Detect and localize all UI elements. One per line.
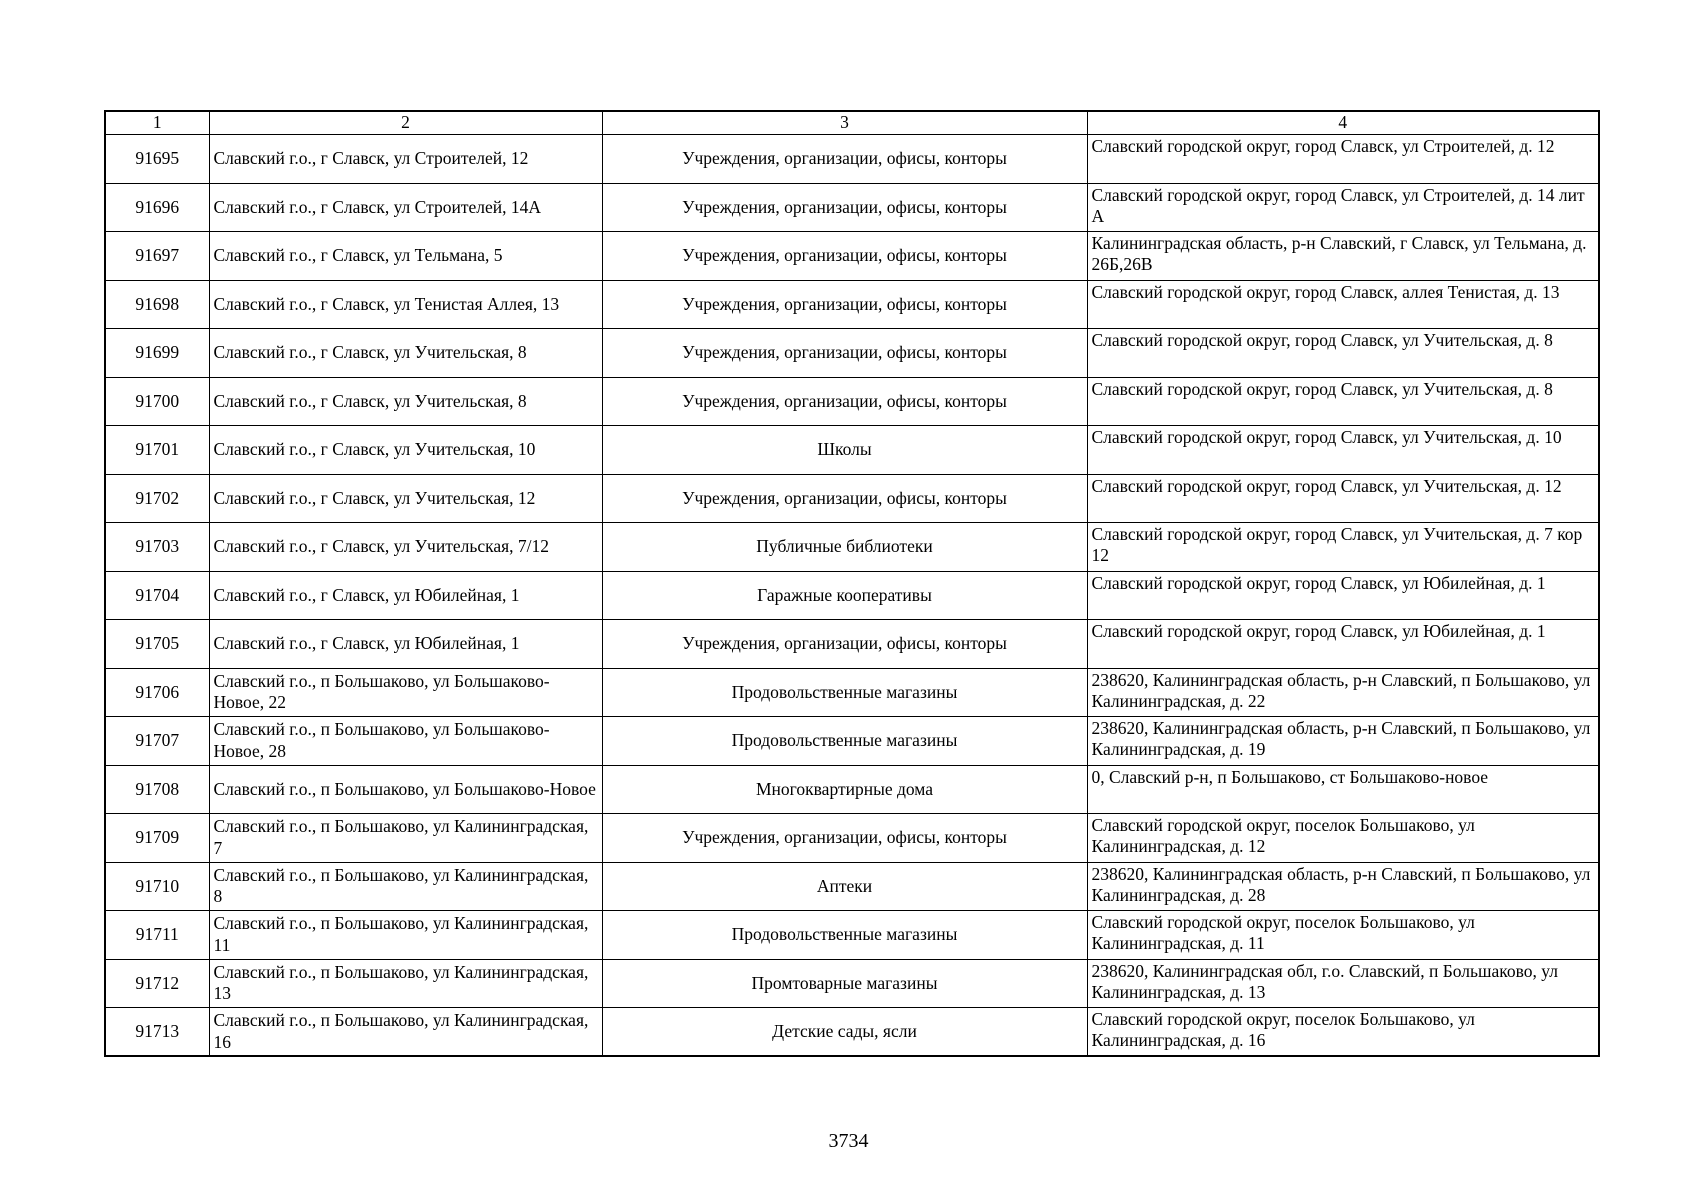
row-address-cell: Славский г.о., п Большаково, ул Большаково-Новое, 28 (209, 717, 602, 766)
row-type-cell: Продовольственные магазины (602, 668, 1087, 717)
row-address-cell: Славский г.о., п Большаково, ул Большаково-Новое, 22 (209, 668, 602, 717)
row-id-cell: 91706 (105, 668, 209, 717)
row-address-cell: Славский г.о., г Славск, ул Учительская, 8 (209, 329, 602, 378)
row-address-cell: Славский г.о., г Славск, ул Строителей, 12 (209, 135, 602, 184)
row-type-cell: Продовольственные магазины (602, 717, 1087, 766)
row-type-cell: Учреждения, организации, офисы, конторы (602, 377, 1087, 426)
row-full-address-cell: 238620, Калининградская обл, г.о. Славский, п Большаково, ул Калининградская, д. 13 (1087, 959, 1599, 1008)
row-full-address-cell: Славский городской округ, город Славск, ул Учительская, д. 8 (1087, 377, 1599, 426)
row-id-cell: 91712 (105, 959, 209, 1008)
header-row (105, 111, 1599, 135)
table-row (105, 814, 1599, 863)
row-full-address-cell: Славский городской округ, город Славск, ул Учительская, д. 12 (1087, 474, 1599, 523)
row-type-cell: Публичные библиотеки (602, 523, 1087, 572)
row-id-cell: 91699 (105, 329, 209, 378)
row-full-address-cell: Славский городской округ, город Славск, ул Строителей, д. 14 лит А (1087, 183, 1599, 232)
table-row (105, 620, 1599, 669)
row-full-address-cell: Славский городской округ, город Славск, ул Учительская, д. 10 (1087, 426, 1599, 475)
row-full-address-cell: Славский городской округ, город Славск, ул Юбилейная, д. 1 (1087, 571, 1599, 620)
page-number: 3734 (828, 1130, 869, 1152)
row-type-cell: Учреждения, организации, офисы, конторы (602, 232, 1087, 281)
table-row (105, 183, 1599, 232)
row-id-cell: 91701 (105, 426, 209, 475)
row-id-cell: 91711 (105, 911, 209, 960)
row-full-address-cell: Славский городской округ, город Славск, ул Юбилейная, д. 1 (1087, 620, 1599, 669)
row-full-address-cell: Славский городской округ, поселок Большаково, ул Калининградская, д. 11 (1087, 911, 1599, 960)
row-address-cell: Славский г.о., п Большаково, ул Большаково-Новое (209, 765, 602, 814)
row-type-cell: Детские сады, ясли (602, 1008, 1087, 1057)
row-full-address-cell: Славский городской округ, город Славск, ул Учительская, д. 8 (1087, 329, 1599, 378)
row-type-cell: Учреждения, организации, офисы, конторы (602, 814, 1087, 863)
row-id-cell: 91702 (105, 474, 209, 523)
table-row (105, 717, 1599, 766)
row-full-address-cell: Славский городской округ, город Славск, ул Учительская, д. 7 кор 12 (1087, 523, 1599, 572)
table-row (105, 135, 1599, 184)
row-full-address-cell: Славский городской округ, город Славск, ул Строителей, д. 12 (1087, 135, 1599, 184)
table-row (105, 571, 1599, 620)
row-id-cell: 91696 (105, 183, 209, 232)
row-address-cell: Славский г.о., п Большаково, ул Калининградская, 13 (209, 959, 602, 1008)
table-row (105, 668, 1599, 717)
row-type-cell: Продовольственные магазины (602, 911, 1087, 960)
row-address-cell: Славский г.о., г Славск, ул Учительская, 7/12 (209, 523, 602, 572)
row-address-cell: Славский г.о., г Славск, ул Учительская, 12 (209, 474, 602, 523)
row-full-address-cell: Славский городской округ, город Славск, аллея Тенистая, д. 13 (1087, 280, 1599, 329)
row-id-cell: 91713 (105, 1008, 209, 1057)
column-header-1: 1 (105, 111, 209, 135)
row-address-cell: Славский г.о., г Славск, ул Юбилейная, 1 (209, 571, 602, 620)
table-row (105, 959, 1599, 1008)
row-address-cell: Славский г.о., п Большаково, ул Калининградская, 16 (209, 1008, 602, 1057)
table-row (105, 232, 1599, 281)
row-address-cell: Славский г.о., г Славск, ул Юбилейная, 1 (209, 620, 602, 669)
row-full-address-cell: 238620, Калининградская область, р-н Славский, п Большаково, ул Калининградская, д. 22 (1087, 668, 1599, 717)
row-type-cell: Аптеки (602, 862, 1087, 911)
row-type-cell: Гаражные кооперативы (602, 571, 1087, 620)
row-type-cell: Промтоварные магазины (602, 959, 1087, 1008)
row-address-cell: Славский г.о., п Большаково, ул Калининградская, 7 (209, 814, 602, 863)
row-type-cell: Многоквартирные дома (602, 765, 1087, 814)
row-id-cell: 91697 (105, 232, 209, 281)
row-address-cell: Славский г.о., г Славск, ул Тенистая Аллея, 13 (209, 280, 602, 329)
row-full-address-cell: Славский городской округ, поселок Большаково, ул Калининградская, д. 16 (1087, 1008, 1599, 1057)
row-type-cell: Учреждения, организации, офисы, конторы (602, 620, 1087, 669)
row-id-cell: 91704 (105, 571, 209, 620)
row-type-cell: Школы (602, 426, 1087, 475)
row-address-cell: Славский г.о., п Большаково, ул Калининградская, 8 (209, 862, 602, 911)
document-table (104, 110, 1600, 1057)
table-row (105, 329, 1599, 378)
row-address-cell: Славский г.о., г Славск, ул Строителей, 14А (209, 183, 602, 232)
row-full-address-cell: 238620, Калининградская область, р-н Славский, п Большаково, ул Калининградская, д. 28 (1087, 862, 1599, 911)
row-type-cell: Учреждения, организации, офисы, конторы (602, 183, 1087, 232)
row-id-cell: 91703 (105, 523, 209, 572)
table-row (105, 1008, 1599, 1057)
row-address-cell: Славский г.о., п Большаково, ул Калининградская, 11 (209, 911, 602, 960)
row-id-cell: 91698 (105, 280, 209, 329)
row-type-cell: Учреждения, организации, офисы, конторы (602, 329, 1087, 378)
column-header-2: 2 (209, 111, 602, 135)
table-row (105, 765, 1599, 814)
row-id-cell: 91695 (105, 135, 209, 184)
row-type-cell: Учреждения, организации, офисы, конторы (602, 135, 1087, 184)
table-row (105, 911, 1599, 960)
table-body (105, 135, 1599, 1057)
column-header-3: 3 (602, 111, 1087, 135)
row-address-cell: Славский г.о., г Славск, ул Тельмана, 5 (209, 232, 602, 281)
row-address-cell: Славский г.о., г Славск, ул Учительская, 10 (209, 426, 602, 475)
row-id-cell: 91709 (105, 814, 209, 863)
column-header-4: 4 (1087, 111, 1599, 135)
row-full-address-cell: 238620, Калининградская область, р-н Славский, п Большаково, ул Калининградская, д. 19 (1087, 717, 1599, 766)
row-id-cell: 91705 (105, 620, 209, 669)
row-full-address-cell: Славский городской округ, поселок Большаково, ул Калининградская, д. 12 (1087, 814, 1599, 863)
row-full-address-cell: Калининградская область, р-н Славский, г Славск, ул Тельмана, д. 26Б,26В (1087, 232, 1599, 281)
row-id-cell: 91700 (105, 377, 209, 426)
row-id-cell: 91708 (105, 765, 209, 814)
table-row (105, 523, 1599, 572)
row-type-cell: Учреждения, организации, офисы, конторы (602, 474, 1087, 523)
row-full-address-cell: 0, Славский р-н, п Большаково, ст Большаково-новое (1087, 765, 1599, 814)
row-type-cell: Учреждения, организации, офисы, конторы (602, 280, 1087, 329)
row-id-cell: 91707 (105, 717, 209, 766)
table-row (105, 280, 1599, 329)
row-id-cell: 91710 (105, 862, 209, 911)
table-row (105, 474, 1599, 523)
table-row (105, 862, 1599, 911)
table-row (105, 426, 1599, 475)
table-row (105, 377, 1599, 426)
row-address-cell: Славский г.о., г Славск, ул Учительская, 8 (209, 377, 602, 426)
